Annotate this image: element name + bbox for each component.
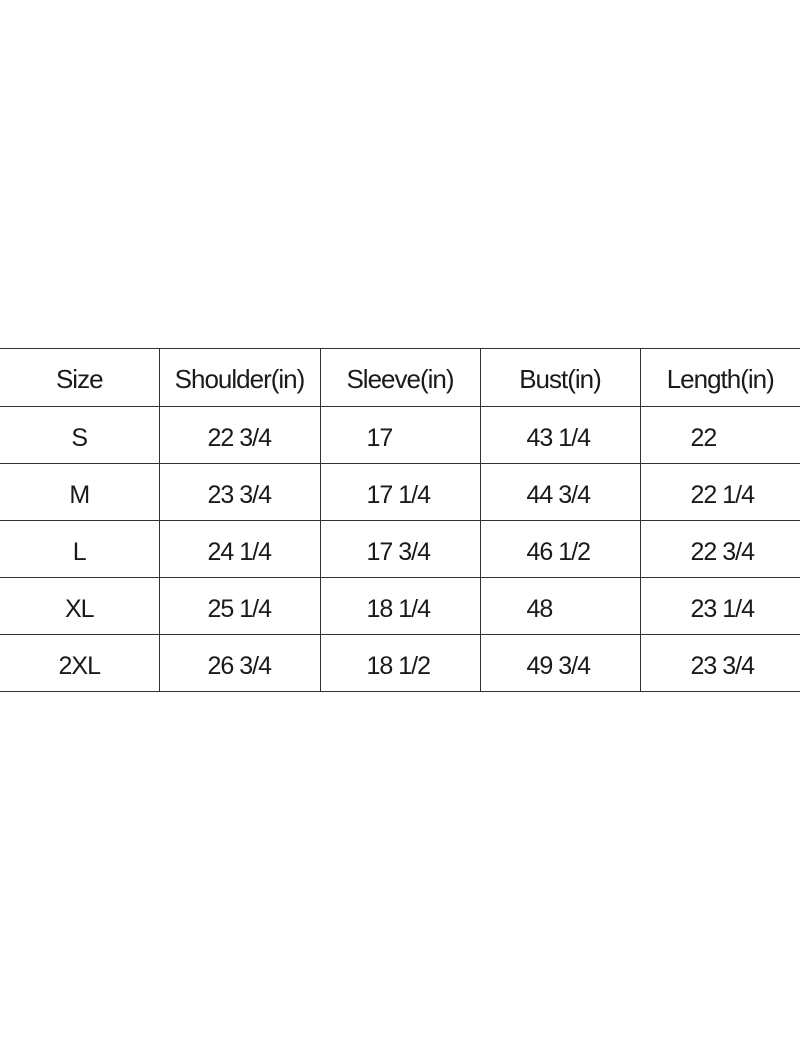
size-cell: M xyxy=(0,464,159,521)
bust-cell: 49 3/4 xyxy=(480,635,640,692)
size-cell: XL xyxy=(0,578,159,635)
header-size: Size xyxy=(0,349,159,407)
table-row xyxy=(0,464,800,521)
table-header xyxy=(0,349,800,407)
table-row xyxy=(0,635,800,692)
table-row xyxy=(0,578,800,635)
sleeve-cell: 17 xyxy=(320,407,480,464)
size-cell: 2XL xyxy=(0,635,159,692)
header-length: Length(in) xyxy=(640,349,800,407)
shoulder-cell: 26 3/4 xyxy=(159,635,320,692)
size-cell: L xyxy=(0,521,159,578)
length-cell: 22 3/4 xyxy=(640,521,800,578)
bust-cell: 48 xyxy=(480,578,640,635)
length-cell: 22 xyxy=(640,407,800,464)
length-cell: 22 1/4 xyxy=(640,464,800,521)
header-row xyxy=(0,349,800,407)
length-cell: 23 1/4 xyxy=(640,578,800,635)
length-cell: 23 3/4 xyxy=(640,635,800,692)
sleeve-cell: 17 3/4 xyxy=(320,521,480,578)
header-shoulder: Shoulder(in) xyxy=(159,349,320,407)
shoulder-cell: 22 3/4 xyxy=(159,407,320,464)
shoulder-cell: 24 1/4 xyxy=(159,521,320,578)
sleeve-cell: 18 1/4 xyxy=(320,578,480,635)
size-chart-table xyxy=(0,348,800,692)
table-body xyxy=(0,407,800,692)
size-cell: S xyxy=(0,407,159,464)
bust-cell: 46 1/2 xyxy=(480,521,640,578)
header-bust: Bust(in) xyxy=(480,349,640,407)
shoulder-cell: 23 3/4 xyxy=(159,464,320,521)
shoulder-cell: 25 1/4 xyxy=(159,578,320,635)
bust-cell: 43 1/4 xyxy=(480,407,640,464)
table-row xyxy=(0,407,800,464)
table-row xyxy=(0,521,800,578)
sleeve-cell: 18 1/2 xyxy=(320,635,480,692)
header-sleeve: Sleeve(in) xyxy=(320,349,480,407)
sleeve-cell: 17 1/4 xyxy=(320,464,480,521)
bust-cell: 44 3/4 xyxy=(480,464,640,521)
